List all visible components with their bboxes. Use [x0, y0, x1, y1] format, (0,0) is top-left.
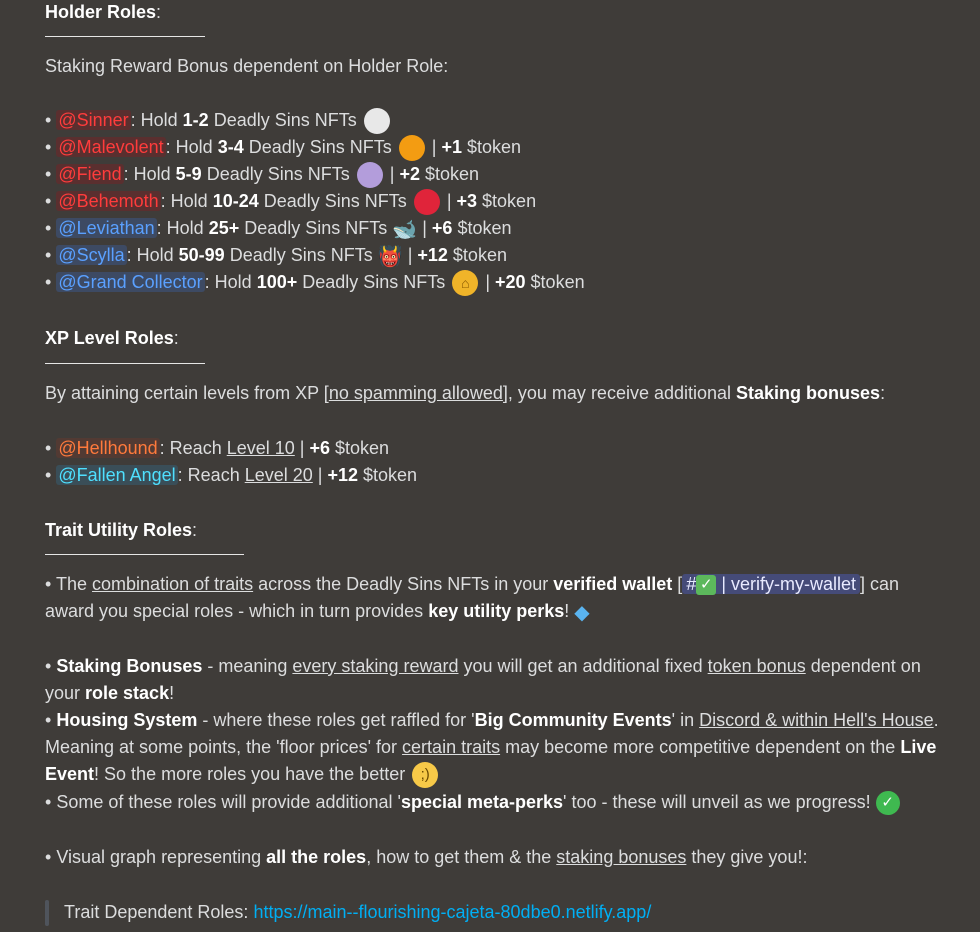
xp-divider: [45, 363, 205, 364]
holder-role-row: • @Malevolent : Hold 3-4 Deadly Sins NFTs | +1 $token: [45, 135, 521, 161]
holder-role-row: • @Behemoth : Hold 10-24 Deadly Sins NFTs | +3 $token: [45, 189, 536, 215]
role-mention-scylla[interactable]: @Scylla: [58, 245, 125, 265]
blockquote-bar: [45, 900, 49, 926]
no-spamming-link[interactable]: no spamming allowed: [328, 383, 503, 403]
housing-system-line: • Housing System - where these roles get raffled for 'Big Community Events' in Discord & within Hell's House.: [45, 710, 939, 730]
staking-bonuses-line: • Staking Bonuses - meaning every staking reward you will get an additional fixed token bonus dependent on: [45, 656, 921, 676]
holder-role-row: • @Leviathan : Hold 25+ Deadly Sins NFTs 🐋 | +6 $token: [45, 217, 512, 242]
holder-intro: Staking Reward Bonus dependent on Holder Role:: [45, 56, 449, 76]
holder-role-row: • @Sinner : Hold 1-2 Deadly Sins NFTs: [45, 108, 392, 134]
trait-paragraph-line: award you special roles - which in turn provides key utility perks! ◆: [45, 600, 590, 625]
role-mention-leviathan[interactable]: @Leviathan: [58, 218, 155, 238]
holder-role-row: • @Grand Collector : Hold 100+ Deadly Sins NFTs ⌂ | +20 $token: [45, 270, 585, 296]
holder-role-row: • @Fiend : Hold 5-9 Deadly Sins NFTs | +2 $token: [45, 162, 479, 188]
role-mention-hellhound[interactable]: @Hellhound: [58, 438, 158, 458]
holder-role-row: • @Scylla : Hold 50-99 Deadly Sins NFTs 👹 | +12 $token: [45, 244, 507, 269]
check-mark-icon: ✓: [696, 575, 716, 595]
housing-system-line: Event! So the more roles you have the better ;): [45, 762, 440, 788]
xp-role-row: • @Hellhound : Reach Level 10 | +6 $token: [45, 438, 390, 458]
xp-role-row: • @Fallen Angel : Reach Level 20 | +12 $token: [45, 465, 418, 485]
purple-circle-icon: [357, 162, 383, 188]
trait-heading: Trait Utility Roles:: [45, 520, 198, 540]
blockquote-line: Trait Dependent Roles: https://main--flourishing-cajeta-80dbe0.netlify.app/: [64, 902, 652, 922]
staking-bonuses-line: your role stack!: [45, 683, 175, 703]
meta-perks-line: • Some of these roles will provide additional 'special meta-perks' too - these will unveil as we progress! ✓: [45, 790, 900, 815]
visual-graph-line: • Visual graph representing all the roles, how to get them & the staking bonuses they give you!:: [45, 847, 808, 867]
verify-wallet-channel-link[interactable]: # ✓ | verify-my-wallet: [682, 574, 860, 594]
orange-circle-icon: [399, 135, 425, 161]
holder-heading: Holder Roles:: [45, 2, 162, 22]
trait-roles-link[interactable]: https://main--flourishing-cajeta-80dbe0.netlify.app/: [253, 902, 652, 922]
verified-check-icon: ✓: [876, 791, 900, 815]
red-circle-icon: [414, 189, 440, 215]
white-circle-icon: [364, 108, 390, 134]
xp-heading: XP Level Roles:: [45, 328, 179, 348]
ogre-icon: 👹: [377, 244, 403, 269]
xp-intro: By attaining certain levels from XP [no spamming allowed], you may receive additional Staking bonuses:: [45, 383, 886, 403]
gem-icon: ◆: [574, 600, 590, 625]
role-mention-fiend[interactable]: @Fiend: [58, 164, 122, 184]
whale-icon: 🐋: [392, 217, 418, 242]
role-mention-behemoth[interactable]: @Behemoth: [58, 191, 159, 211]
role-mention-malevolent[interactable]: @Malevolent: [58, 137, 164, 157]
coin-icon: ⌂: [452, 270, 478, 296]
trait-paragraph-line: • The combination of traits across the Deadly Sins NFTs in your verified wallet [ # ✓ | verify-my-wallet ] can: [45, 574, 900, 594]
trait-divider: [45, 554, 244, 555]
role-mention-sinner[interactable]: @Sinner: [58, 110, 129, 130]
housing-system-line: Meaning at some points, the 'floor prices' for certain traits may become more competitive dependent on the Live: [45, 737, 937, 757]
role-mention-fallen-angel[interactable]: @Fallen Angel: [58, 465, 176, 485]
holder-divider: [45, 36, 205, 37]
role-mention-grand-collector[interactable]: @Grand Collector: [58, 272, 203, 292]
wink-face-icon: ;): [412, 762, 438, 788]
